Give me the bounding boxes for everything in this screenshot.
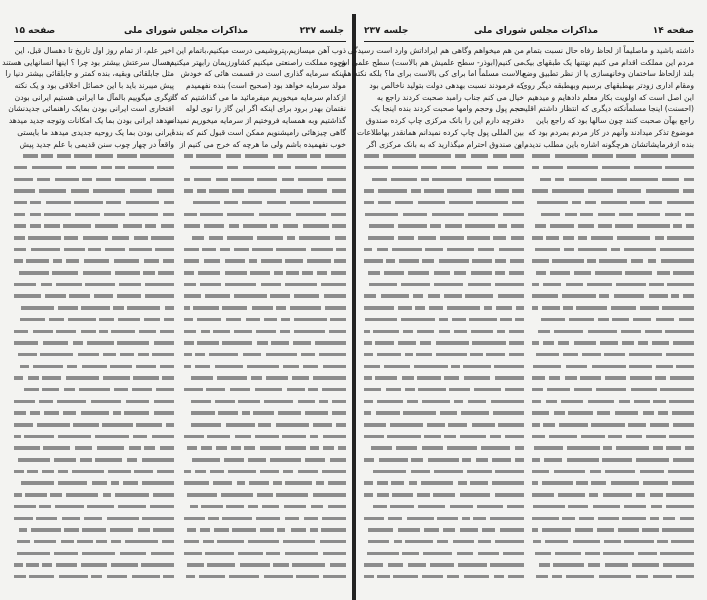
illegible-text-line [364,466,524,478]
illegible-text-line [14,174,174,186]
illegible-text-line [364,267,524,279]
illegible-text-line [184,548,346,560]
illegible-text-line [364,326,524,338]
illegible-text-line [14,524,174,536]
illegible-text-line [184,477,346,489]
text-line: اینکه سرمایه گذاری است در قسمت هائی که خودش [180,69,346,79]
illegible-text-line [184,255,346,267]
text-line: نفتمان بهدر برود برای اینکه اگر این گاز را توی لوله [185,104,346,114]
illegible-text-line [532,513,694,525]
illegible-text-line [184,279,346,291]
header-title: مذاکرات مجلس شورای ملی [474,26,599,36]
illegible-text-line [364,220,524,232]
illegible-text-line [14,489,174,501]
illegible-text-line [364,255,524,267]
illegible-text-line [14,513,174,525]
illegible-text-line [364,302,524,314]
illegible-text-line [532,454,694,466]
illegible-text-line [184,431,346,443]
illegible-text-line [532,419,694,431]
illegible-text-line [364,501,524,513]
illegible-text-line [532,361,694,373]
illegible-text-line [184,396,346,408]
text-line: گاهی چیزهائی رامیشنویم ممکن است قبول کنم که بنده [171,127,346,137]
illegible-text-line [364,524,524,536]
text-line: خوب نفهمیده باشم ولی ما هرچه که خرج می کنیم از [179,139,346,149]
illegible-text-line [14,349,174,361]
illegible-text-line [14,501,174,513]
illegible-text-line [14,536,174,548]
session-number: جلسه ۲۳۷ [299,26,344,36]
page-header [14,26,344,40]
illegible-text-line [532,290,694,302]
header-rule [364,41,694,42]
text-line: راجع بهآن صحبت کنند چون سالها بود که راجع باین [536,116,694,126]
illegible-text-line [532,185,694,197]
illegible-text-line [532,302,694,314]
illegible-text-line [532,524,694,536]
illegible-text-line [532,384,694,396]
illegible-text-line [14,197,174,209]
illegible-text-line [184,197,346,209]
text-line: دفترچه دارم این را بانک مرکزی چاپ کرده صندوق [365,116,524,126]
text-line: ایرانی بودن بما یک روحیه جدیدی میدهد ما بایستی [17,127,174,137]
illegible-text-line [532,372,694,384]
illegible-text-line [532,548,694,560]
text-line: ازکدام سرمایه میخوریم میفرمائید ما می گذاشتیم که گاز [168,92,346,102]
illegible-text-line [184,185,346,197]
illegible-text-line [364,185,524,197]
illegible-text-line [184,384,346,396]
illegible-text-line [14,466,174,478]
illegible-text-line [14,326,174,338]
illegible-text-line [532,150,694,162]
illegible-text-line [532,326,694,338]
illegible-text-line [14,396,174,408]
illegible-text-line [364,361,524,373]
text-line: افتخاری است ایرانی بودن بمایک راهنمائی جدیدنشان [8,104,174,114]
page-number: صفحه ۱۵ [14,26,56,36]
illegible-text-line [532,209,694,221]
illegible-text-line [14,150,174,162]
left-page [0,0,352,600]
illegible-text-line [184,454,346,466]
illegible-text-line [14,302,174,314]
illegible-text-line [184,466,346,478]
illegible-text-line [14,477,174,489]
illegible-text-line [184,337,346,349]
right-page [338,0,707,600]
illegible-text-line [14,442,174,454]
text-line: ومقام اداری زودتر بهطبقهای برسیم وبهطبقه دیگر روی [521,81,694,91]
illegible-text-line [14,314,174,326]
illegible-text-line [14,372,174,384]
illegible-text-line [364,150,524,162]
illegible-text-line [364,232,524,244]
text-line: بالاست مسلماً اما برای کی بالاست برای ما؟ بلکه نکته هم [342,69,524,79]
illegible-text-line [184,501,346,513]
column-left [2,45,174,583]
illegible-text-line [14,232,174,244]
illegible-text-line [364,407,524,419]
illegible-text-line [532,431,694,443]
illegible-text-line [184,489,346,501]
text-line: پیش میبرند باید با این خصائل اخلاقی بود و یک نکته [14,81,174,91]
illegible-text-line [14,571,174,583]
illegible-text-line [14,419,174,431]
illegible-text-line [14,337,174,349]
illegible-text-line [532,255,694,267]
illegible-text-line [364,536,524,548]
illegible-text-line [184,174,346,186]
illegible-text-line [532,536,694,548]
illegible-text-line [14,431,174,443]
illegible-text-line [532,220,694,232]
page-header [364,26,694,40]
illegible-text-line [364,513,524,525]
illegible-text-line [364,548,524,560]
illegible-text-line [184,302,346,314]
column-right [167,45,346,583]
illegible-text-line [364,489,524,501]
illegible-text-line [364,442,524,454]
illegible-text-line [364,477,524,489]
illegible-text-line [532,396,694,408]
text-line: این اصل است که اولویت بکار معلم دادهایم و میدهیم [527,92,694,102]
text-line: داشته باشید و ماصلیماً از لحاظ رفاه حال نسبت بتمام [526,46,694,55]
illegible-text-line [14,407,174,419]
text-line: خیال می کنم جناب رامبد صحبت کردند راجع به [376,92,524,102]
illegible-text-line [184,407,346,419]
illegible-text-line [14,384,174,396]
illegible-text-line [184,326,346,338]
illegible-text-line [364,174,524,186]
illegible-text-line [14,559,174,571]
illegible-text-line [532,489,694,501]
text-line: گذاشتیم وبه همسایه فروختیم از سرمایه میخوریم نمیدانم [167,116,346,126]
illegible-text-line [532,232,694,244]
session-number: جلسه ۲۳۷ [364,26,409,36]
illegible-text-line [532,244,694,256]
column-left [338,45,524,583]
illegible-text-line [364,454,524,466]
illegible-text-line [532,174,694,186]
illegible-text-line [14,454,174,466]
illegible-text-line [364,337,524,349]
illegible-text-line [364,431,524,443]
text-line: بنده ازفرمایشاتشان هرچگونه اشاره باین مطلب ندیدم و [517,139,694,149]
illegible-text-line [532,559,694,571]
page-number: صفحه ۱۴ [652,26,694,36]
illegible-text-line [364,162,524,174]
illegible-text-line [184,442,346,454]
illegible-text-line [364,571,524,583]
text-line: بین المللی پول چاپ کرده نمیدانم همانقدر بهاطلاعات [357,127,524,137]
illegible-text-line [184,536,346,548]
illegible-text-line [184,513,346,525]
illegible-text-line [14,220,174,232]
illegible-text-line [14,290,174,302]
illegible-text-line [532,337,694,349]
illegible-text-line [184,162,346,174]
illegible-text-line [14,209,174,221]
text-line: دیگری میگوییم بالمآل ما ایرانی هستیم ایرانی بودن [14,92,174,102]
text-line: می کنیم(ابوذر- سطح علمیش هم بالاست) سطح علمی اش [338,57,524,67]
text-line: وجوه مملکت راصنعتی میکنیم کشاورزیمان رابهتر میکنیم [169,57,346,67]
illegible-text-line [184,559,346,571]
illegible-text-line [532,197,694,209]
illegible-text-line [184,372,346,384]
text-line: حجم پول وحجم وامها صحبت کردند بنده اینجا یک [371,104,524,114]
text-line: ذوب آهن میسازیم،پتروشیمی درست میکنیم،باتمام این [176,46,346,55]
text-line: بلند ازلحاظ ساختمان وخانهسازی یا از نظر تطبیق وضع [522,69,694,79]
illegible-text-line [364,279,524,291]
illegible-text-line [184,232,346,244]
illegible-text-line [14,279,174,291]
column-right [517,45,694,583]
illegible-text-line [184,314,346,326]
text-line: واقعاً در چهار چوب سنن قدیمی با علم جدید پیش [19,139,174,149]
illegible-text-line [184,419,346,431]
text-line: (احسنت) اینجا مسلماًنکته دیگری که انتظار داشتم اقلیت [517,104,694,114]
illegible-text-line [364,559,524,571]
illegible-text-line [532,501,694,513]
illegible-text-line [184,209,346,221]
illegible-text-line [532,442,694,454]
illegible-text-line [184,244,346,256]
illegible-text-line [532,279,694,291]
illegible-text-line [532,571,694,583]
illegible-text-line [532,314,694,326]
illegible-text-line [184,150,346,162]
illegible-text-line [184,524,346,536]
text-line: مولد سرمایه خواهد بود (صحیح است) بنده نفهمیدم [185,81,346,91]
header-rule [14,41,346,42]
illegible-text-line [184,349,346,361]
illegible-text-line [364,209,524,221]
text-line: میدهد ایرانی بودن بما یک امکانات وتوجه جدید میدهد [8,116,174,126]
illegible-text-line [14,244,174,256]
illegible-text-line [184,267,346,279]
text-line: مثل جابلقائی وبقیه، بنده کمتر و جابلقائی بیشتر دنیا را [5,69,174,79]
illegible-text-line [14,361,174,373]
illegible-text-line [14,267,174,279]
text-line: من هم میخواهم وگاهی هم ایراداتش وارد است رسیدگی [347,46,524,55]
text-line: اخیر علم، از تمام روز اول تاریخ تا دهسال قبل، این [14,46,174,55]
illegible-text-line [14,185,174,197]
illegible-text-line [14,548,174,560]
illegible-text-line [532,466,694,478]
text-line: مردم این مملکت اقدام می کنیم نهتنها یک طبقهای بیک [523,57,694,67]
illegible-text-line [364,197,524,209]
header-title: مذاکرات مجلس شورای ملی [124,26,249,36]
illegible-text-line [364,314,524,326]
text-line: دهسال سرعتش بیشتر بود چرا ؟ اینها انسانهایی هستند [2,57,174,67]
illegible-text-line [364,372,524,384]
illegible-text-line [364,349,524,361]
illegible-text-line [532,349,694,361]
illegible-text-line [532,477,694,489]
illegible-text-line [184,571,346,583]
illegible-text-line [532,267,694,279]
illegible-text-line [532,407,694,419]
illegible-text-line [364,396,524,408]
text-line: موضوع تذکر میدادند وآنهم در کار مردم بمردم بود که [528,127,694,137]
illegible-text-line [14,255,174,267]
illegible-text-line [184,290,346,302]
illegible-text-line [184,220,346,232]
illegible-text-line [14,162,174,174]
illegible-text-line [364,244,524,256]
text-line: که فرمودند نسبت بهدهی دولت بتولید ناخالص بود [369,81,524,91]
text-line: این صندوق احترام میگذارید که به بانک مرکزی اگر [366,139,524,149]
illegible-text-line [364,384,524,396]
illegible-text-line [184,361,346,373]
illegible-text-line [532,162,694,174]
illegible-text-line [364,419,524,431]
illegible-text-line [364,290,524,302]
